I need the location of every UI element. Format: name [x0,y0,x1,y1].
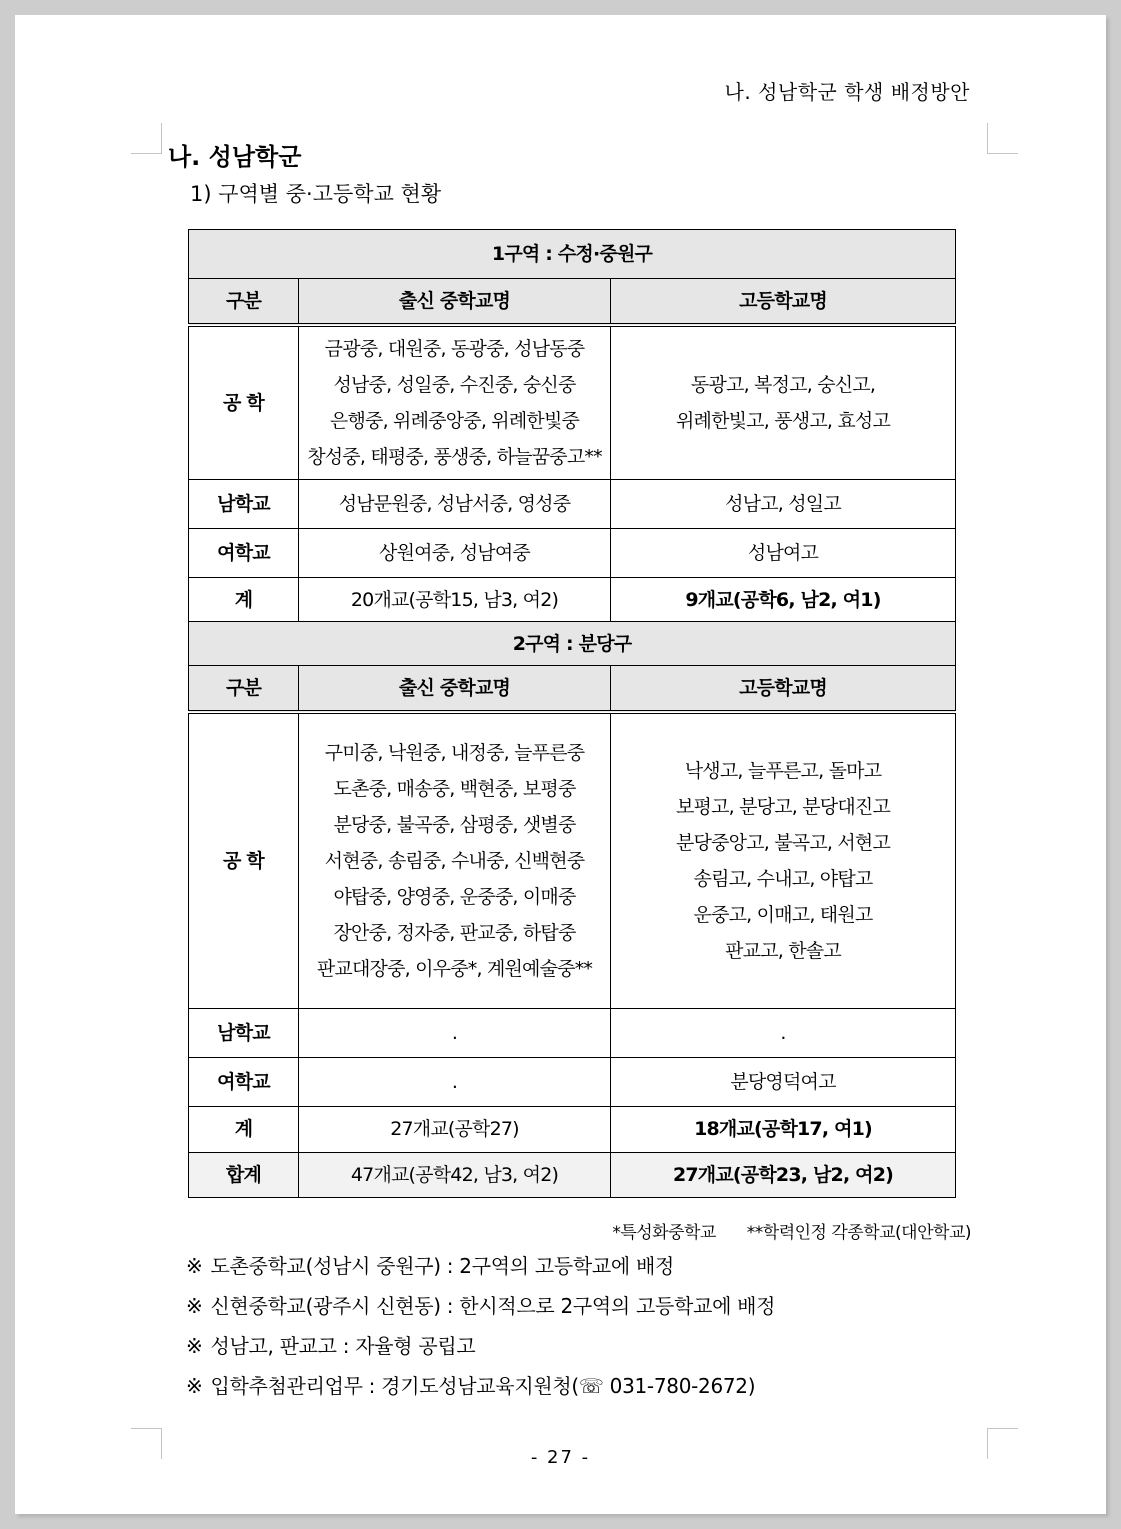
column-header-high: 고등학교명 [611,666,956,713]
high-schools-cell: 성남고, 성일고 [611,480,956,529]
table-row-coed [189,712,956,1008]
row-label: 남학교 [189,1008,299,1057]
high-schools-cell [611,712,956,1008]
middle-schools-line: 금광중, 대원중, 동광중, 성남동중 [324,338,585,360]
column-header-row [189,279,956,326]
reference-mark-icon: ※ [186,1334,203,1358]
note-item [186,1250,775,1290]
zone-title: 2구역 : 분당구 [189,622,956,666]
middle-schools-line: 창성중, 태평중, 풍생중, 하늘꿈중고** [307,446,602,468]
middle-schools-line: 은행중, 위례중앙중, 위례한빛중 [329,410,580,432]
column-header-category: 구분 [189,666,299,713]
high-schools-cell: 분당영덕여고 [611,1057,956,1106]
note-text: 성남고, 판교고 : 자율형 공립고 [210,1334,476,1358]
column-header-middle: 출신 중학교명 [299,279,611,326]
row-label: 남학교 [189,480,299,529]
table-row-boys [189,1008,956,1057]
high-schools-line: 보평고, 분당고, 분당대진고 [675,795,891,818]
middle-schools-line: 판교대장중, 이우중*, 계원예술중** [316,957,593,980]
school-table [188,229,956,1198]
high-schools-count: 18개교(공학17, 여1) [611,1106,956,1152]
middle-schools-count: 20개교(공학15, 남3, 여2) [299,578,611,622]
table-row-girls [189,1057,956,1106]
legend-double-star: **학력인정 각종학교(대안학교) [746,1223,971,1243]
reference-mark-icon: ※ [186,1374,203,1398]
high-schools-count: 9개교(공학6, 남2, 여1) [611,578,956,622]
column-header-category: 구분 [189,279,299,326]
legend-single-star: *특성화중학교 [612,1223,716,1243]
subsection-title: 1) 구역별 중·고등학교 현황 [190,182,442,206]
zone-title: 1구역 : 수정·중원구 [189,230,956,279]
row-label: 공 학 [189,712,299,1008]
table-row-girls [189,529,956,578]
column-header-row [189,666,956,713]
note-item [186,1370,775,1410]
note-text: 입학추첨관리업무 : 경기도성남교육지원청(☏ 031-780-2672) [210,1374,756,1398]
middle-schools-cell: . [299,1057,611,1106]
middle-schools-line: 장안중, 정자중, 판교중, 하탑중 [333,921,576,944]
table-row-boys [189,480,956,529]
running-header: 나. 성남학군 학생 배정방안 [724,80,970,104]
table-row-subtotal [189,578,956,622]
notes-list [186,1250,775,1410]
middle-schools-line: 성남중, 성일중, 수진중, 숭신중 [333,374,576,396]
middle-schools-line: 구미중, 낙원중, 내정중, 늘푸른중 [324,741,585,764]
high-schools-line: 판교고, 한솔고 [725,939,841,962]
middle-schools-line: 서현중, 송림중, 수내중, 신백현중 [324,849,585,872]
middle-schools-cell: 성남문원중, 성남서중, 영성중 [299,480,611,529]
table-row-grand-total [189,1152,956,1197]
note-text: 신현중학교(광주시 신현동) : 한시적으로 2구역의 고등학교에 배정 [210,1294,776,1318]
column-header-middle: 출신 중학교명 [299,666,611,713]
reference-mark-icon: ※ [186,1254,203,1278]
high-schools-line: 낙생고, 늘푸른고, 돌마고 [684,759,882,782]
reference-mark-icon: ※ [186,1294,203,1318]
zone-header-row [189,622,956,666]
high-schools-cell: . [611,1008,956,1057]
row-label: 여학교 [189,1057,299,1106]
high-schools-line: 위례한빛고, 풍생고, 효성고 [675,410,891,432]
high-schools-cell: 성남여고 [611,529,956,578]
high-schools-cell [611,325,956,480]
middle-schools-cell [299,712,611,1008]
high-schools-line: 송림고, 수내고, 야탑고 [693,867,873,890]
row-label: 공 학 [189,325,299,480]
row-label: 여학교 [189,529,299,578]
note-text: 도촌중학교(성남시 중원구) : 2구역의 고등학교에 배정 [210,1254,675,1278]
row-label: 계 [189,1106,299,1152]
middle-schools-line: 야탑중, 양영중, 운중중, 이매중 [333,885,576,908]
middle-schools-total: 47개교(공학42, 남3, 여2) [299,1152,611,1197]
table-row-coed [189,325,956,480]
table-row-subtotal [189,1106,956,1152]
high-schools-line: 운중고, 이매고, 태원고 [693,903,873,926]
note-item [186,1290,775,1330]
middle-schools-line: 도촌중, 매송중, 백현중, 보평중 [333,777,576,800]
middle-schools-cell [299,325,611,480]
zone-header-row [189,230,956,279]
middle-schools-cell: 상원여중, 성남여중 [299,529,611,578]
page-number: - 27 - [530,1447,591,1468]
column-header-high: 고등학교명 [611,279,956,326]
row-label: 계 [189,578,299,622]
note-item [186,1330,775,1370]
row-label: 합계 [189,1152,299,1197]
footnote-legend [612,1218,971,1243]
crop-mark-top-left [131,123,162,154]
high-schools-line: 분당중앙고, 불곡고, 서현고 [675,831,891,854]
crop-mark-top-right [987,123,1018,154]
middle-schools-count: 27개교(공학27) [299,1106,611,1152]
middle-schools-line: 분당중, 불곡중, 삼평중, 샛별중 [333,813,576,836]
section-title: 나. 성남학군 [168,143,302,171]
high-schools-total: 27개교(공학23, 남2, 여2) [611,1152,956,1197]
middle-schools-cell: . [299,1008,611,1057]
high-schools-line: 동광고, 복정고, 숭신고, [690,374,876,396]
